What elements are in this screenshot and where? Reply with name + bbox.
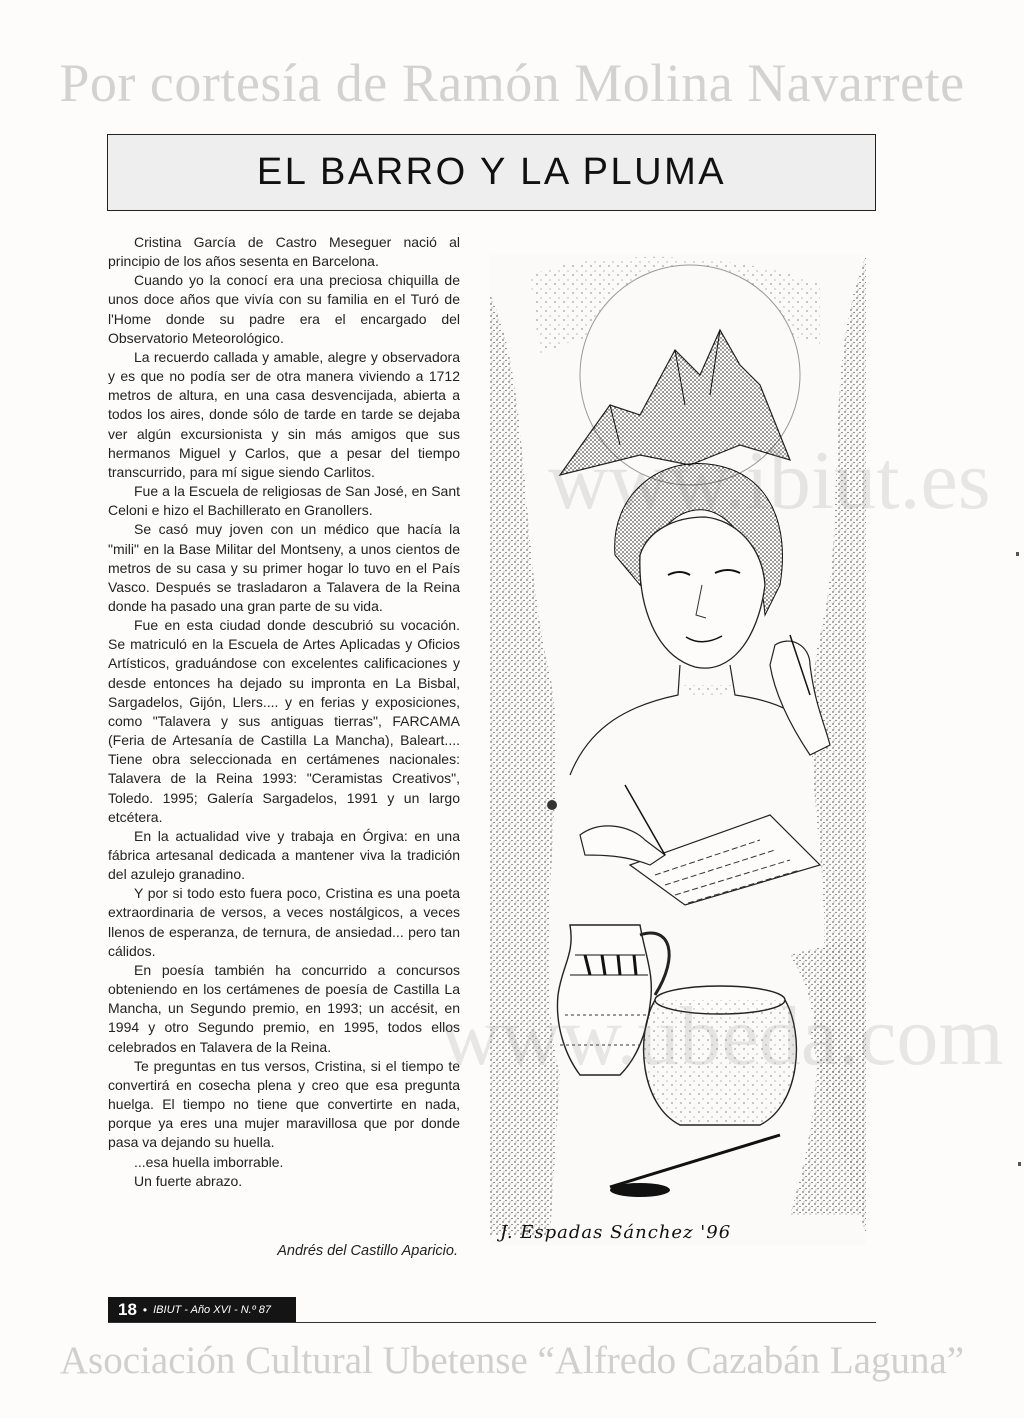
article-body (108, 233, 460, 1191)
courtesy-credit: Por cortesía de Ramón Molina Navarrete (59, 53, 965, 113)
article-title: EL BARRO Y LA PLUMA (256, 151, 727, 193)
article-paragraph: La recuerdo callada y amable, alegre y observadora y es que no podía ser de otra manera viviendo a 1712 metros de altura, en una casa desvencijada, abierta a todos los aires, donde sólo de tarde en tarde se dejaba ver algún excursionista y sin más amigos que sus hermanos Miguel y Carlos, que a pesar del tiempo transcurrido, para mí sigue siendo Carlitos. (108, 348, 460, 480)
article-paragraph: Un fuerte abrazo. (134, 1172, 243, 1189)
issue-label: IBIUT - Año XVI - N.º 87 (153, 1304, 272, 1316)
footer-rule (108, 1322, 876, 1323)
watermark-bottom: www.ubeda.com (440, 990, 1004, 1083)
watermark-top: www.ibiut.es (548, 434, 991, 527)
article-paragraph: Se casó muy joven con un médico que hacía la "mili" en la Base Militar del Montseny, a unos cientos de metros de su casa y su primer hogar lo tuvo en el País Vasco. Después se trasladaron a Talavera de la Reina donde ha pasado una gran parte de su vida. (108, 521, 460, 614)
article-paragraph: Fue a la Escuela de religiosas de San José, en Sant Celoni e hizo el Bachillerato en Granollers. (108, 483, 460, 519)
article-paragraph: Y por si todo esto fuera poco, Cristina es una poeta extraordinaria de versos, a veces nostálgicos, a veces llenos de esperanza, de ternura, de ansiedad... pero tan cálidos. (108, 885, 460, 959)
article-paragraph: En poesía también ha concurrido a concursos obteniendo en los certámenes de poesía de Castilla La Mancha, un Segundo premio, en 1993; un accésit, en 1994 y otro Segundo premio, en 1995, todos ellos celebrados en Talavera de la Reina. (108, 961, 460, 1055)
title-box (107, 134, 876, 211)
association-credit: Asociación Cultural Ubetense “Alfredo Cazabán Laguna” (59, 1339, 965, 1382)
page-number: 18 (118, 1300, 137, 1319)
edge-mark (1018, 1162, 1021, 1166)
article-paragraph: Cristina García de Castro Meseguer nació al principio de los años sesenta en Barcelona. (108, 234, 460, 270)
article-paragraph: Fue en esta ciudad donde descubrió su vocación. Se matriculó en la Escuela de Artes Aplicadas y Oficios Artísticos, graduándose con excelentes calificaciones y desde entonces ha dejado su impronta en La Bisbal, Sargadelos, Gijón, Llers.... y en ferias y exposiciones, como "Talavera y sus antiguas tierras", FARCAMA (Feria de Artesanía de Castilla La Mancha), Baleart.... Tiene obra seleccionada en certámenes nacionales: Talavera de la Reina 1993: "Ceramistas Creativos", Toledo. 1995; Galería Sargadelos, 1991 y un largo etcétera. (108, 617, 460, 825)
article-paragraph: Cuando yo la conocí era una preciosa chiquilla de unos doce años que vivía con su familia en el Turó de l'Home donde su padre era el encargado del Observatorio Meteorológico. (108, 272, 460, 346)
article-paragraph: En la actualidad vive y trabaja en Órgiva: en una fábrica artesanal dedicada a mantener viva la tradición del azulejo granadino. (108, 827, 460, 883)
author-signature: Andrés del Castillo Aparicio. (277, 1243, 458, 1259)
footer-bullet: • (142, 1303, 148, 1317)
portrait-illustration (490, 255, 866, 1245)
article-paragraph: ...esa huella imborrable. (134, 1153, 284, 1170)
artist-signature: J. Espadas Sánchez '96 (500, 1222, 732, 1243)
page-footer (108, 1297, 296, 1323)
article-paragraph: Te preguntas en tus versos, Cristina, si el tiempo te convertirá en cosecha plena y creo que esa pregunta huelga. El tiempo no tiene que convertirte en nada, porque ya eres una mujer maravillosa que por donde pasa va dejando su huella. (108, 1057, 460, 1151)
edge-mark (1016, 552, 1019, 556)
